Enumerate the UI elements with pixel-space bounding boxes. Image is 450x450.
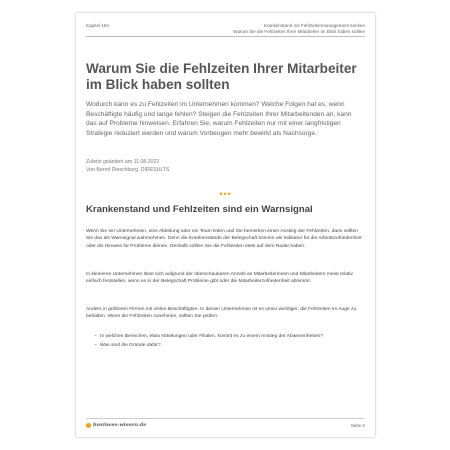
logo-text: business-wissen.de: [93, 422, 147, 428]
paragraph-2: In kleineren Unternehmen lässt sich aufgrund der überschaubaren Anzahl an Mitarbeiterinnen und Mitarbeitern meist relativ einfach feststellen, wenn es in der Belegschaft Probleme gibt oder die Mitarbeiterzufriedenheit abnimmt.: [86, 272, 353, 285]
header-divider: [86, 36, 365, 37]
logo-dot-icon: [86, 423, 91, 428]
check-list: [94, 333, 361, 352]
running-title-line1: Krankenstand mit Fehlzeitenmanagement senken: [263, 23, 365, 28]
author-line: Von Bernd Dieschburg, DIRESULTS: [86, 167, 170, 174]
article-title: Warum Sie die Fehlzeiten Ihrer Mitarbeiter im Blick haben sollten: [86, 61, 357, 93]
footer-divider: [86, 418, 365, 419]
chapter-label: Kapitel 184: [86, 23, 109, 28]
site-logo: [86, 422, 146, 428]
running-title-line2: Warum Sie die Fehlzeiten Ihrer Mitarbeiter im Blick haben sollten: [233, 28, 365, 34]
article-meta: [86, 158, 170, 175]
paragraph-1: Wenn Sie ein Unternehmen, eine Abteilung oder ein Team leiten und Sie bemerken einen Anstieg der Fehlzeiten, dann sollten Sie das als Warnsignal wahrnehmen. Denn die Krankenstände der Belegschaft können als Indikator für die Arbeitszufriedenheit oder als Hinweis für Probleme dienen. Deshalb sollten Sie die Fehlzeiten stets auf dem Radar haben.: [86, 229, 362, 249]
paragraph-3: Anders in größeren Firmen mit vielen Beschäftigten. In diesen Unternehmen ist es umso wichtiger, die Fehlzeiten im Auge zu behalten. Wenn die Fehlzeiten zunehmen, sollten Sie prüfen:: [86, 307, 357, 320]
separator-dots: •••: [219, 189, 232, 199]
page-number: Seite 2: [350, 423, 365, 428]
dash-bullet: –: [94, 343, 97, 349]
document-page: [76, 13, 375, 437]
list-item-text: Was sind die Gründe dafür?: [100, 343, 161, 349]
section-heading: Krankenstand und Fehlzeiten sind ein Warnsignal: [86, 204, 313, 215]
article-intro: Wodurch kann es zu Fehlzeiten im Unternehmen kommen? Welche Folgen hat es, wenn Beschäftigte häufig und lange fehlen? Steigen die Fehlzeiten Ihrer Mitarbeitenden an, kann das auf Probleme hinweisen. Erfahren Sie, warum Fehlzeiten nur mit einer langfristigen Strategie reduziert werden und warum Vorbeugen mehr bewirkt als Nachsorge.: [86, 101, 352, 137]
list-item: [94, 333, 361, 340]
list-item: [94, 342, 361, 349]
running-header: [233, 23, 365, 35]
list-item-text: In welchen Bereichen, etwa Abteilungen oder Filialen, kommt es zu einem Anstieg der Abwesenheiten?: [100, 334, 323, 339]
updated-date: Zuletzt geändert am 11.08.2022: [86, 159, 160, 165]
dash-bullet: –: [94, 334, 97, 339]
